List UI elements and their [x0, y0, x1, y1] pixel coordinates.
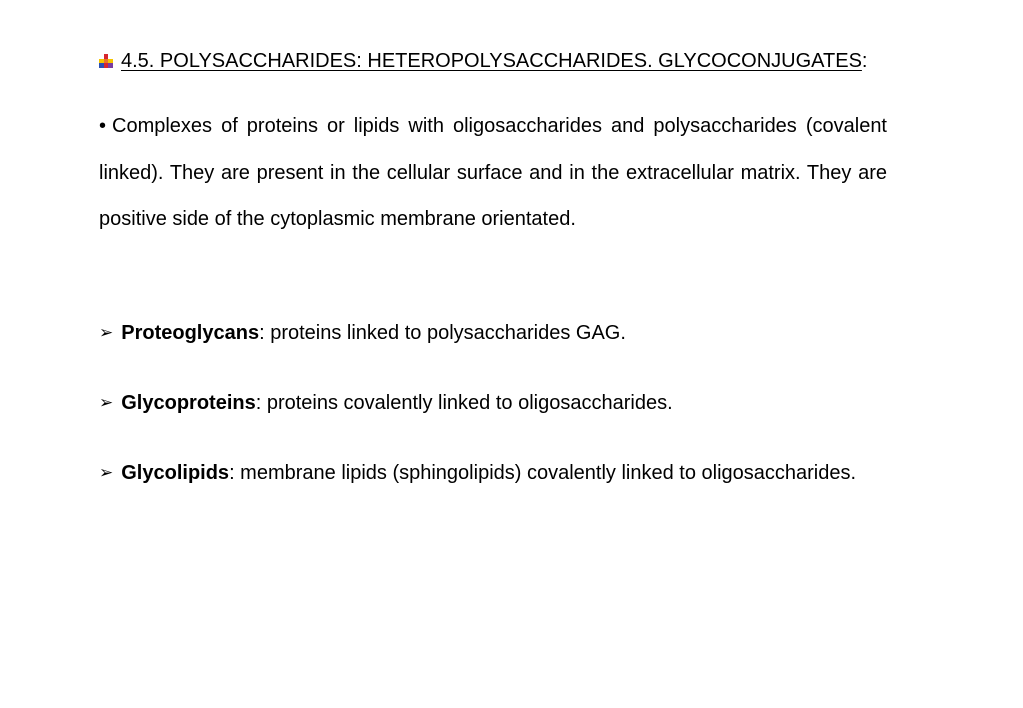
item-definition: : proteins covalently linked to oligosaccharides. — [255, 392, 673, 414]
slide-heading — [99, 47, 959, 75]
arrow-bullet-icon: ➢ — [99, 323, 114, 342]
list-item — [99, 450, 887, 497]
arrow-bullet-icon: ➢ — [99, 393, 114, 412]
item-definition: : membrane lipids (sphingolipids) covalently linked to oligosaccharides. — [229, 462, 857, 484]
list-item — [99, 380, 887, 427]
intro-text: Complexes of proteins or lipids with oligosaccharides and polysaccharides (covalent linked). They are present in the cellular surface and in the extracellular matrix. They are positive side of the cytoplasmic membrane orientated. — [99, 115, 887, 230]
intro-paragraph — [99, 103, 887, 243]
list-item — [99, 310, 887, 357]
item-definition: : proteins linked to polysaccharides GAG. — [259, 322, 626, 344]
flag-bullet-icon — [99, 48, 113, 62]
item-term: Glycolipids — [121, 462, 230, 484]
arrow-bullet-icon: ➢ — [99, 463, 114, 482]
heading-title: 4.5. POLYSACCHARIDES: HETEROPOLYSACCHARIDES. GLYCOCONJUGATES — [121, 50, 862, 72]
bullet-dot: • — [99, 115, 107, 137]
item-term: Glycoproteins — [121, 392, 256, 414]
item-term: Proteoglycans — [121, 322, 260, 344]
heading-suffix: : — [861, 50, 868, 72]
